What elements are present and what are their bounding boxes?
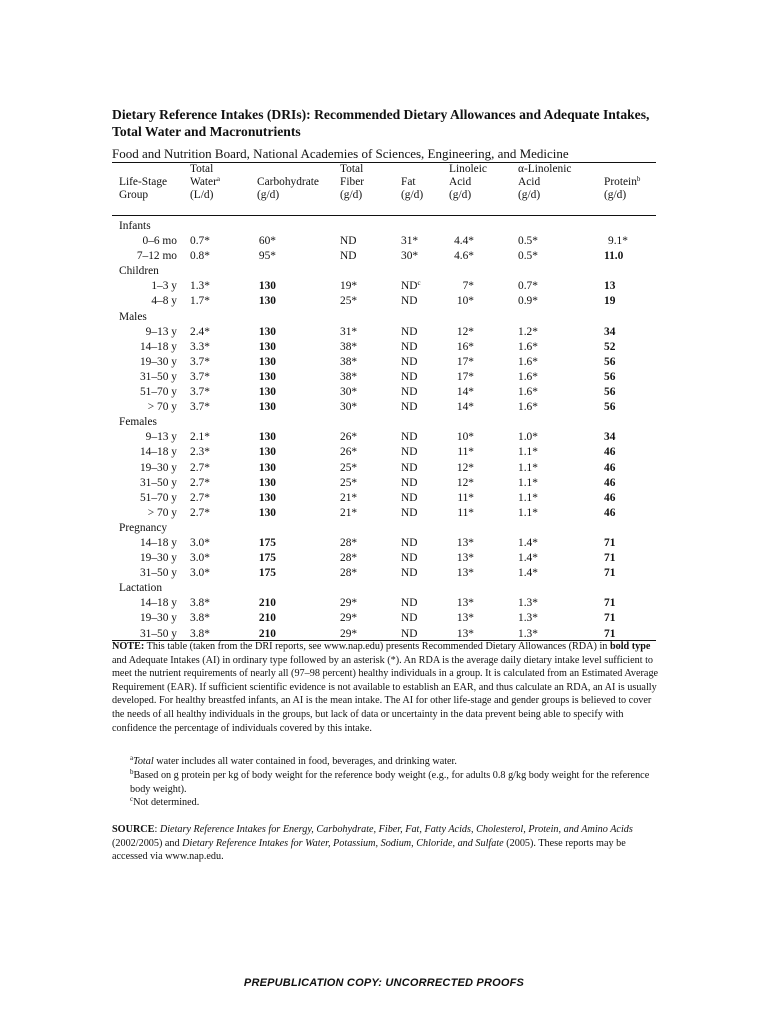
alpha-linolenic-cell: 1.6* — [518, 370, 538, 383]
fat-cell: ND — [401, 340, 418, 353]
group-label: Pregnancy — [119, 521, 168, 534]
fat-cell: ND — [401, 476, 418, 489]
fiber-cell: 30* — [340, 386, 358, 399]
table-subtitle: Food and Nutrition Board, National Academies of Sciences, Engineering, and Medicine — [112, 146, 569, 161]
protein-cell: 71 — [604, 597, 616, 610]
page-footer: PREPUBLICATION COPY: UNCORRECTED PROOFS — [243, 977, 525, 989]
note-paragraph: NOTE: This table (taken from the DRI reports, see www.nap.edu) presents Recommended Dietary Allowances (RDA) in bold type and Adequate Intakes (AI) in ordinary type followed by an asterisk (*). An RDA is the average daily dietary intake level sufficient to meet the nutrient requirements of nearly all (97–98 percent) healthy individuals in a group. It is calculated from an Estimated Average Requirement (EAR). If sufficient scientific evidence is not available to establish an EAR, and thus calculate an RDA, an AI is usually developed. For healthy breastfed infants, an AI is the mean intake. The AI for other life-stage and gender groups is believed to cover the needs of all healthy individuals in the groups, but lack of data or uncertainty in the data prevent being able to specify with confidence the percentage of individuals covered by this intake. — [112, 641, 659, 734]
table-row — [0, 461, 768, 476]
life-stage-cell: 51–70 y — [139, 386, 177, 399]
header-carbohydrate: Carbohydrate (g/d) — [257, 176, 319, 201]
header-rule — [112, 215, 656, 216]
water-cell: 3.7* — [190, 401, 210, 414]
header-alpha-linolenic-acid: α-Linolenic Acid (g/d) — [518, 163, 572, 201]
protein-cell: 56 — [604, 386, 616, 399]
table-row — [0, 370, 768, 385]
alpha-linolenic-cell: 1.3* — [518, 612, 538, 625]
life-stage-cell: 9–13 y — [145, 325, 177, 338]
fiber-cell: 28* — [340, 567, 358, 580]
protein-cell: 46 — [604, 461, 616, 474]
life-stage-cell: 19–30 y — [139, 552, 177, 565]
table-row — [0, 551, 768, 566]
fat-cell: ND — [401, 325, 418, 338]
life-stage-cell: 31–50 y — [139, 627, 177, 640]
group-label: Females — [119, 416, 157, 429]
fiber-cell: 25* — [340, 476, 358, 489]
fat-cell: ND — [401, 536, 418, 549]
carbohydrate-cell: 130 — [258, 401, 276, 414]
footnote-a: $^a$Total water includes all water contained in food, beverages, and drinking water. — [130, 754, 457, 767]
table-row — [0, 340, 768, 355]
fat-cell: 31* — [401, 235, 419, 248]
group-heading-row — [0, 310, 768, 325]
header-total-fiber: Total Fiber (g/d) — [340, 163, 365, 201]
fat-cell: ND — [401, 401, 418, 414]
carbohydrate-cell: 130 — [258, 431, 276, 444]
group-heading-row — [0, 219, 768, 234]
header-life-stage-group: Life-Stage Group — [119, 176, 168, 201]
carbohydrate-cell: 175 — [258, 552, 276, 565]
alpha-linolenic-cell: 1.6* — [518, 386, 538, 399]
fat-cell: $ND^c$ — [401, 279, 421, 293]
life-stage-cell: 1–3 y — [151, 280, 177, 293]
protein-cell: 71 — [604, 567, 616, 580]
fat-cell: ND — [401, 506, 418, 519]
linoleic-cell: 12* — [456, 325, 474, 338]
fiber-cell: 25* — [340, 461, 358, 474]
source-paragraph: SOURCE: Dietary Reference Intakes for Energy, Carbohydrate, Fiber, Fat, Fatty Acids, Cholesterol, Protein, and Amino Acids (2002/2005) and Dietary Reference Intakes for Water, Potassium, Sodium, Chloride, and Sulfate (2005). These reports may be accessed via www.nap.edu. — [112, 824, 633, 863]
fiber-cell: 30* — [340, 401, 358, 414]
water-cell: 2.4* — [190, 325, 210, 338]
life-stage-cell: 14–18 y — [139, 536, 177, 549]
fiber-cell: 38* — [340, 355, 358, 368]
alpha-linolenic-cell: 1.3* — [518, 597, 538, 610]
fat-cell: ND — [401, 386, 418, 399]
life-stage-cell: 14–18 y — [139, 597, 177, 610]
linoleic-cell: 17* — [456, 370, 474, 383]
fiber-cell: 31* — [340, 325, 358, 338]
alpha-linolenic-cell: 0.7* — [518, 280, 538, 293]
header-protein: Protein$^b$ (g/d) — [604, 175, 641, 201]
carbohydrate-cell: 130 — [258, 386, 276, 399]
bold-type-phrase: bold type — [609, 641, 651, 652]
table-row — [0, 355, 768, 370]
protein-cell: 56 — [604, 370, 616, 383]
carbohydrate-cell: 130 — [258, 491, 276, 504]
water-cell: 3.3* — [190, 340, 210, 353]
life-stage-cell: 14–18 y — [139, 446, 177, 459]
fiber-cell: 29* — [340, 612, 358, 625]
carbohydrate-cell: 60* — [258, 235, 276, 248]
fiber-cell: ND — [340, 250, 357, 263]
linoleic-cell: 7* — [462, 280, 474, 293]
fiber-cell: 29* — [340, 627, 358, 640]
life-stage-cell: 31–50 y — [139, 567, 177, 580]
carbohydrate-cell: 210 — [258, 627, 276, 640]
fiber-cell: 28* — [340, 536, 358, 549]
linoleic-cell: 12* — [456, 461, 474, 474]
fat-cell: ND — [401, 461, 418, 474]
carbohydrate-cell: 130 — [258, 506, 276, 519]
life-stage-cell: 51–70 y — [139, 491, 177, 504]
table-row — [0, 325, 768, 340]
linoleic-cell: 14* — [456, 401, 474, 414]
water-cell: 1.7* — [190, 295, 210, 308]
linoleic-cell: 13* — [456, 552, 474, 565]
fat-cell: ND — [401, 552, 418, 565]
life-stage-cell: 31–50 y — [139, 370, 177, 383]
footnote-marker: a — [216, 175, 221, 183]
life-stage-cell: 19–30 y — [139, 461, 177, 474]
table-row — [0, 430, 768, 445]
table-row — [0, 566, 768, 581]
alpha-linolenic-cell: 0.5* — [518, 235, 538, 248]
protein-cell: 11.0 — [604, 250, 624, 263]
water-cell: 1.3* — [190, 280, 210, 293]
fiber-cell: 26* — [340, 446, 358, 459]
alpha-linolenic-cell: 1.1* — [518, 461, 538, 474]
alpha-linolenic-cell: 1.1* — [518, 491, 538, 504]
fat-cell: ND — [401, 446, 418, 459]
carbohydrate-cell: 130 — [258, 370, 276, 383]
protein-cell: 34 — [604, 325, 616, 338]
linoleic-cell: 11* — [457, 491, 474, 504]
fiber-cell: ND — [340, 235, 357, 248]
alpha-linolenic-cell: 1.1* — [518, 506, 538, 519]
carbohydrate-cell: 130 — [258, 280, 276, 293]
carbohydrate-cell: 130 — [258, 295, 276, 308]
alpha-linolenic-cell: 0.5* — [518, 250, 538, 263]
alpha-linolenic-cell: 1.1* — [518, 476, 538, 489]
protein-cell: 13 — [604, 280, 616, 293]
water-cell: 3.0* — [190, 552, 210, 565]
fat-cell: 30* — [401, 250, 419, 263]
footnote-marker: b — [636, 175, 641, 183]
alpha-linolenic-cell: 1.2* — [518, 325, 538, 338]
alpha-linolenic-cell: 1.1* — [518, 446, 538, 459]
carbohydrate-cell: 130 — [258, 355, 276, 368]
group-label: Infants — [119, 220, 151, 232]
table-row — [0, 596, 768, 611]
life-stage-cell: 0–6 mo — [142, 235, 177, 248]
table-row — [0, 506, 768, 521]
footnote-b: $^b$Based on g protein per kg of body weight for the reference body weight (e.g., for adults 0.8 g/kg body weight for the reference body weight). — [130, 768, 650, 795]
water-cell: 2.7* — [190, 461, 210, 474]
carbohydrate-cell: 175 — [258, 536, 276, 549]
carbohydrate-cell: 210 — [258, 597, 276, 610]
carbohydrate-cell: 130 — [258, 461, 276, 474]
water-cell: 0.8* — [190, 250, 210, 263]
fat-cell: ND — [401, 612, 418, 625]
linoleic-cell: 13* — [456, 597, 474, 610]
linoleic-cell: 16* — [456, 340, 474, 353]
table-row — [0, 279, 768, 294]
linoleic-cell: 4.6* — [454, 250, 474, 263]
table-header — [0, 163, 768, 215]
protein-cell: 56 — [604, 401, 616, 414]
linoleic-cell: 13* — [456, 612, 474, 625]
table-row — [0, 400, 768, 415]
life-stage-cell: 7–12 mo — [136, 250, 177, 263]
fat-cell: ND — [401, 627, 418, 640]
water-cell: 3.7* — [190, 355, 210, 368]
fiber-cell: 28* — [340, 552, 358, 565]
group-heading-row — [0, 521, 768, 536]
carbohydrate-cell: 130 — [258, 325, 276, 338]
linoleic-cell: 11* — [457, 446, 474, 459]
alpha-linolenic-cell: 1.3* — [518, 627, 538, 640]
protein-cell: 71 — [604, 536, 616, 549]
carbohydrate-cell: 130 — [258, 340, 276, 353]
linoleic-cell: 17* — [456, 355, 474, 368]
alpha-linolenic-cell: 1.4* — [518, 552, 538, 565]
water-cell: 2.7* — [190, 476, 210, 489]
fat-cell: ND — [401, 355, 418, 368]
group-heading-row — [0, 264, 768, 279]
carbohydrate-cell: 130 — [258, 476, 276, 489]
footnote-c: $^c$Not determined. — [130, 795, 200, 808]
note-label: NOTE: — [112, 641, 145, 652]
fiber-cell: 38* — [340, 370, 358, 383]
fiber-cell: 21* — [340, 506, 358, 519]
protein-cell: 46 — [604, 491, 616, 504]
water-cell: 3.0* — [190, 567, 210, 580]
life-stage-cell: > 70 y — [147, 506, 177, 519]
alpha-linolenic-cell: 1.4* — [518, 567, 538, 580]
water-cell: 3.7* — [190, 386, 210, 399]
water-cell: 3.8* — [190, 627, 210, 640]
header-fat: Fat (g/d) — [401, 176, 424, 201]
table-row — [0, 476, 768, 491]
water-cell: 0.7* — [190, 235, 210, 248]
group-heading-row — [0, 415, 768, 430]
life-stage-cell: 14–18 y — [139, 340, 177, 353]
alpha-linolenic-cell: 1.4* — [518, 536, 538, 549]
fat-cell: ND — [401, 491, 418, 504]
protein-cell: 46 — [604, 446, 616, 459]
life-stage-cell: > 70 y — [147, 401, 177, 414]
carbohydrate-cell: 130 — [258, 446, 276, 459]
table-row — [0, 445, 768, 460]
fiber-cell: 26* — [340, 431, 358, 444]
life-stage-cell: 19–30 y — [139, 612, 177, 625]
protein-cell: 9.1* — [608, 235, 628, 248]
protein-cell: 46 — [604, 476, 616, 489]
alpha-linolenic-cell: 1.6* — [518, 340, 538, 353]
table-row — [0, 234, 768, 249]
life-stage-cell: 31–50 y — [139, 476, 177, 489]
linoleic-cell: 10* — [456, 431, 474, 444]
protein-cell: 71 — [604, 552, 616, 565]
table-row — [0, 249, 768, 264]
water-cell: 3.7* — [190, 370, 210, 383]
linoleic-cell: 13* — [456, 627, 474, 640]
water-cell: 3.8* — [190, 612, 210, 625]
fiber-cell: 25* — [340, 295, 358, 308]
fat-cell: ND — [401, 295, 418, 308]
fat-cell: ND — [401, 370, 418, 383]
water-cell: 2.7* — [190, 506, 210, 519]
protein-cell: 56 — [604, 355, 616, 368]
linoleic-cell: 11* — [457, 506, 474, 519]
life-stage-cell: 19–30 y — [139, 355, 177, 368]
linoleic-cell: 10* — [456, 295, 474, 308]
water-cell: 2.7* — [190, 491, 210, 504]
alpha-linolenic-cell: 1.0* — [518, 431, 538, 444]
footnote-marker: c — [417, 279, 421, 288]
group-label: Males — [119, 310, 147, 323]
alpha-linolenic-cell: 0.9* — [518, 295, 538, 308]
life-stage-cell: 9–13 y — [145, 431, 177, 444]
alpha-linolenic-cell: 1.6* — [518, 355, 538, 368]
fiber-cell: 21* — [340, 491, 358, 504]
table-row — [0, 294, 768, 309]
table-title: Dietary Reference Intakes (DRIs): Recommended Dietary Allowances and Adequate Intakes, Total Water and Macronutrients — [112, 107, 650, 139]
table-body — [0, 219, 768, 642]
header-total-water: Total Water$^a$ (L/d) — [190, 163, 221, 201]
fiber-cell: 38* — [340, 340, 358, 353]
fat-cell: ND — [401, 431, 418, 444]
linoleic-cell: 14* — [456, 386, 474, 399]
table-row — [0, 491, 768, 506]
carbohydrate-cell: 95* — [258, 250, 276, 263]
group-label: Children — [119, 265, 159, 278]
carbohydrate-cell: 210 — [258, 612, 276, 625]
fiber-cell: 29* — [340, 597, 358, 610]
linoleic-cell: 4.4* — [454, 235, 474, 248]
fiber-cell: 19* — [340, 280, 358, 293]
protein-cell: 46 — [604, 506, 616, 519]
table-row — [0, 536, 768, 551]
header-linoleic-acid: Linoleic Acid (g/d) — [449, 163, 487, 201]
protein-cell: 71 — [604, 612, 616, 625]
table-row — [0, 385, 768, 400]
water-cell: 3.0* — [190, 536, 210, 549]
fat-cell: ND — [401, 597, 418, 610]
protein-cell: 71 — [604, 627, 616, 640]
linoleic-cell: 13* — [456, 536, 474, 549]
alpha-linolenic-cell: 1.6* — [518, 401, 538, 414]
fat-cell: ND — [401, 567, 418, 580]
group-heading-row — [0, 581, 768, 596]
table-row — [0, 611, 768, 626]
source-label: SOURCE — [112, 824, 155, 835]
protein-cell: 19 — [604, 295, 616, 308]
life-stage-cell: 4–8 y — [151, 295, 177, 308]
group-label: Lactation — [119, 582, 163, 595]
carbohydrate-cell: 175 — [258, 567, 276, 580]
linoleic-cell: 12* — [456, 476, 474, 489]
water-cell: 3.8* — [190, 597, 210, 610]
water-cell: 2.1* — [190, 431, 210, 444]
water-cell: 2.3* — [190, 446, 210, 459]
linoleic-cell: 13* — [456, 567, 474, 580]
protein-cell: 34 — [604, 431, 616, 444]
protein-cell: 52 — [604, 340, 616, 353]
